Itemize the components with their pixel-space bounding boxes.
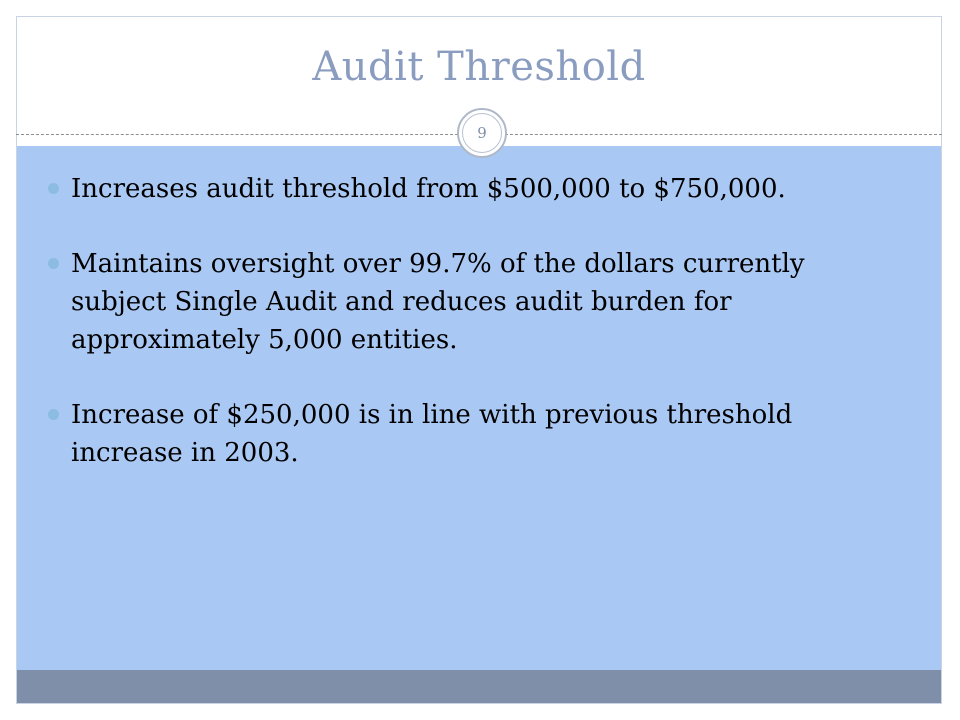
slide-title: Audit Threshold: [312, 44, 646, 90]
footer-bar: [17, 670, 941, 703]
bullet-item: [48, 245, 908, 359]
bullet-dot-icon: [48, 258, 59, 269]
bullet-dot-icon: [48, 409, 59, 420]
bullet-dot-icon: [48, 183, 59, 194]
page-number: 9: [462, 113, 502, 153]
bullet-text: Increases audit threshold from $500,000 to $750,000.: [71, 174, 786, 204]
bullet-item: [48, 396, 908, 472]
bullet-item: [48, 170, 908, 208]
page-number-badge: [457, 108, 507, 158]
bullet-text: Increase of $250,000 is in line with previous threshold increase in 2003.: [71, 400, 793, 468]
bullet-list: [48, 170, 908, 509]
bullet-text: Maintains oversight over 99.7% of the dollars currently subject Single Audit and reduces audit burden for approximately 5,000 entities.: [71, 249, 805, 355]
